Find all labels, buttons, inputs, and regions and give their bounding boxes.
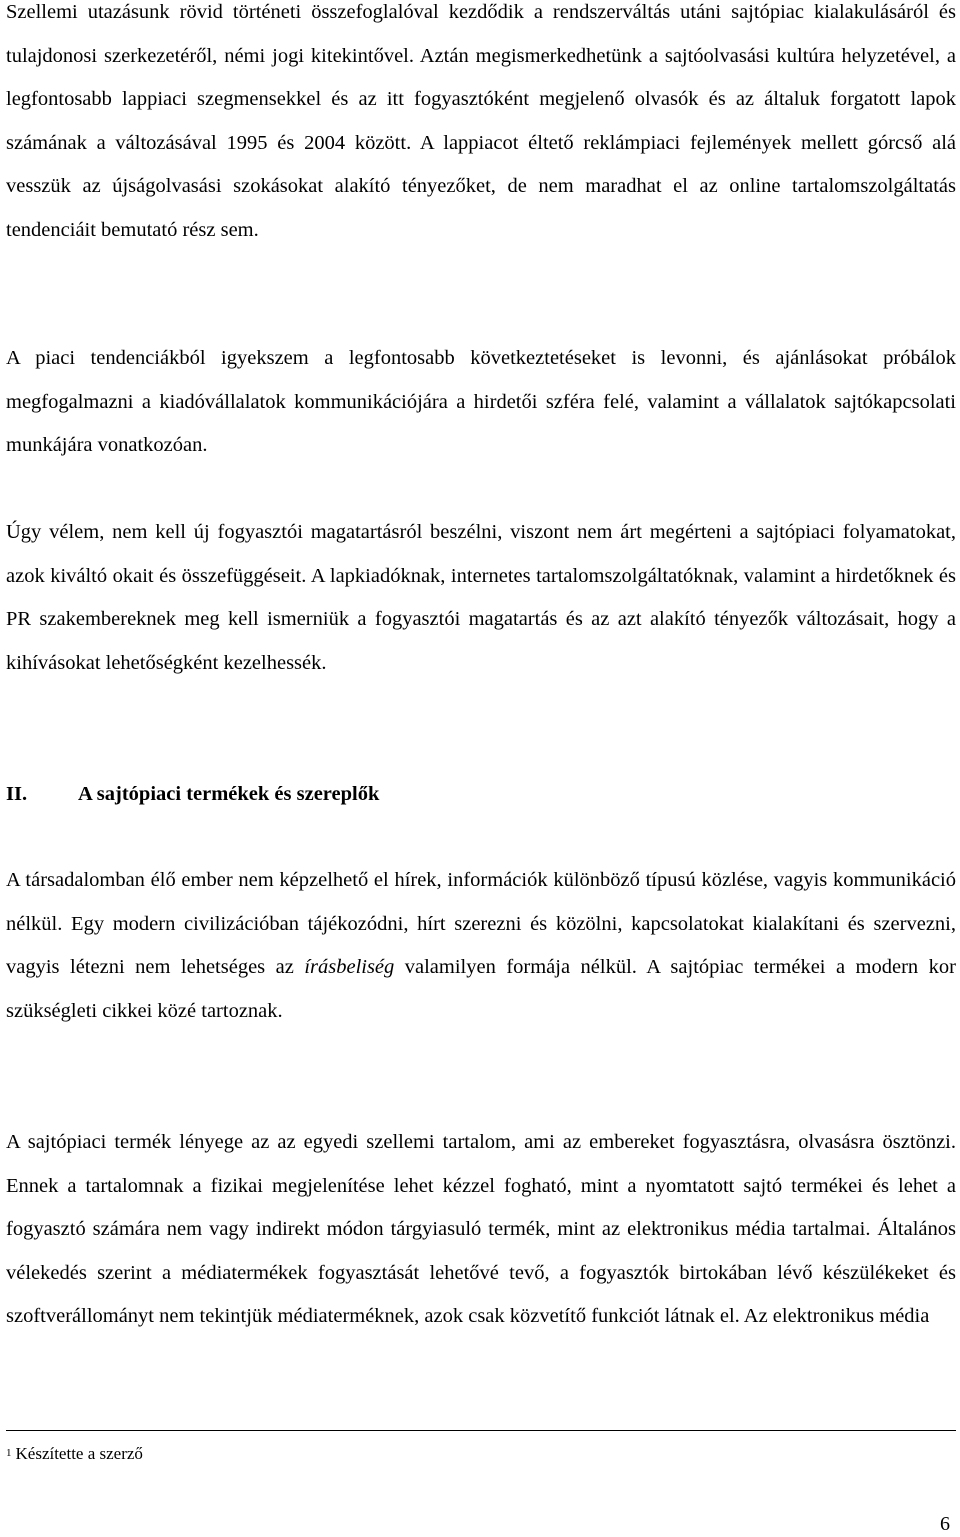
- footnote-mark: 1: [6, 1447, 12, 1459]
- paragraph-conclusions: A piaci tendenciákból igyekszem a legfontosabb következtetéseket is levonni, és ajánlásokat próbálok megfogalmazni a kiadóvállalatok kommunikációjára a hirdetői szféra felé, valamint a vállalatok sajtókapcsolati munkájára vonatkozóan.: [6, 347, 956, 457]
- paragraph-communication: [6, 859, 956, 1033]
- paragraph-consumer-behavior: Úgy vélem, nem kell új fogyasztói magatartásról beszélni, viszont nem árt megérteni a sajtópiaci folyamatokat, azok kiváltó okait és összefüggéseit. A lapkiadóknak, internetes tartalomszolgáltatóknak, valamint a hirdetőknek és PR szakembereknek meg kell ismerniük a fogyasztói magatartás és az azt alakító tényezők változásait, hogy a kihívásokat lehetőségként kezelhessék.: [6, 521, 956, 674]
- footnote-text: Készítette a szerző: [15, 1444, 143, 1463]
- paragraph-press-product: A sajtópiaci termék lényege az az egyedi szellemi tartalom, ami az embereket fogyasztásra, olvasásra ösztönzi. Ennek a tartalomnak a fizikai megjelenítése lehet kézzel fogható, mint a nyomtatott sajtó termékei és lehet a fogyasztó számára nem vagy indirekt módon tárgyiasuló termék, mint az elektronikus média tartalmai. Általános vélekedés szerint a médiatermékek fogyasztását lehetővé tevő, a fogyasztók birtokában lévő készülékeket és szoftverállományt nem tekintjük médiaterméknek, azok csak közvetítő funkciót látnak el. Az elektronikus média: [6, 1131, 956, 1328]
- paragraph-communication-part2: valamilyen formája nélkül. A sajtópiac termékei a modern kor szükségleti cikkei közé tartoznak.: [6, 956, 956, 1022]
- footnote-separator: [6, 1430, 956, 1431]
- paragraph-communication-part1: A társadalomban élő ember nem képzelhető el hírek, információk különböző típusú közlése, vagyis kommunikáció nélkül. Egy modern civilizációban tájékozódni, hírt szerezni és közölni, kapcsolatokat kialakítani és szervezni, vagyis létezni nem lehetséges az: [6, 869, 956, 979]
- paragraph-intro: Szellemi utazásunk rövid történeti összefoglalóval kezdődik a rendszerváltás utáni sajtópiac kialakulásáról és tulajdonosi szerkezetéről, némi jogi kitekintővel. Aztán megismerkedhetünk a sajtóolvasási kultúra helyzetével, a legfontosabb lappiaci szegmensekkel és az itt fogyasztóként megjelenő olvasók és az általuk forgatott lapok számának a változásával 1995 és 2004 között. A lappiacot éltető reklámpiaci fejlemények mellett górcső alá vesszük az újságolvasási szokásokat alakító tényezőket, de nem maradhat el az online tartalomszolgáltatás tendenciáit bemutató rész sem.: [6, 1, 956, 241]
- page-number: 6: [940, 1513, 950, 1535]
- section-title: A sajtópiaci termékek és szereplők: [78, 783, 380, 805]
- section-number: II.: [6, 783, 28, 805]
- emphasized-term: írásbeliség: [304, 956, 395, 979]
- footnote: [6, 1441, 143, 1466]
- section-heading: [6, 773, 956, 817]
